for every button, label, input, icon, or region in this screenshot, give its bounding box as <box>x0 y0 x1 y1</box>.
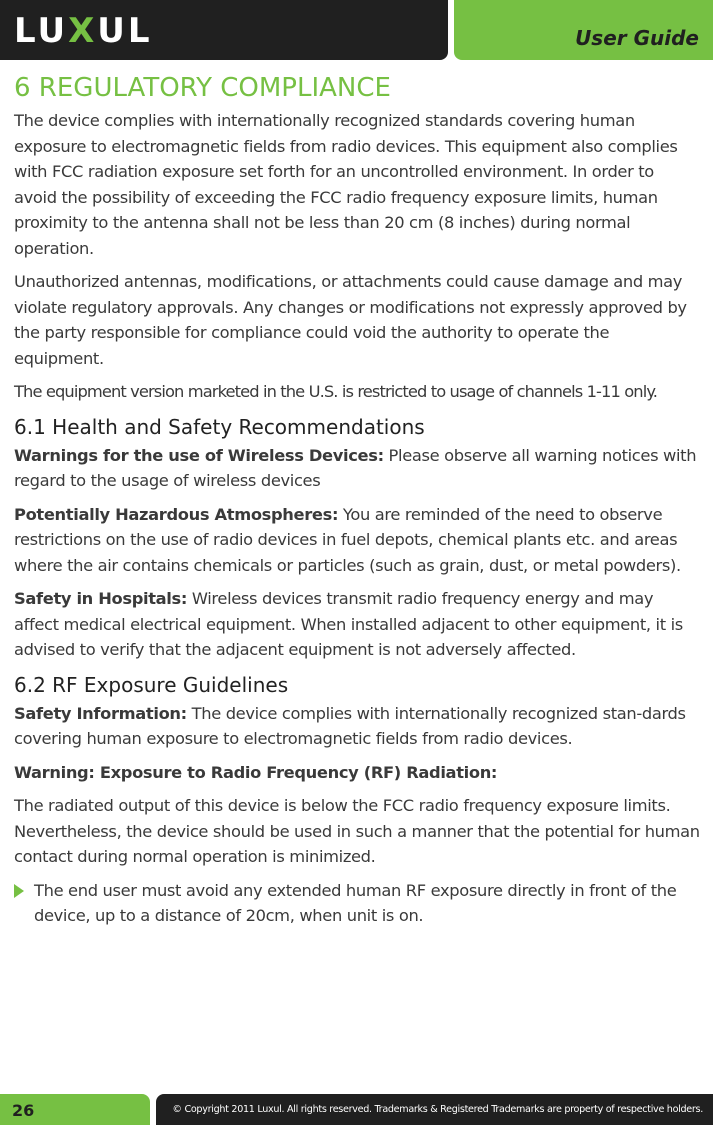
section-6-paragraph-1: The device complies with internationally recognized standards covering human exposure to electromagnetic fields from radio devices. This equipment also complies with FCC radiation exposure set forth for an uncontrolled environment. In order to avoid the possibility of exceeding the FCC radio frequency exposure limits, human proximity to the antenna shall not be less than 20 cm (8 inches) during normal operation. <box>14 111 678 258</box>
rf-warning-heading: Warning: Exposure to Radio Frequency (RF) Radiation: <box>14 762 498 782</box>
triangle-bullet-icon <box>14 884 24 898</box>
radiated-output-paragraph: The radiated output of this device is below the FCC radio frequency exposure limits. Nevertheless, the device should be used in such a manner that the potential for human contact during normal operation is minimized. <box>14 796 700 866</box>
warnings-paragraph <box>14 443 700 494</box>
hospital-paragraph <box>14 586 700 663</box>
safety-info-paragraph <box>14 701 700 752</box>
copyright-notice: © Copyright 2011 Luxul. All rights reserved. Trademarks & Registered Trademarks are property of respective holders. <box>172 1104 703 1115</box>
hazard-text: You are reminded of the need to observe restrictions on the use of radio devices in fuel depots, chemical plants etc. and areas where the air contains chemicals or particles (such as grain, dust, or metal powders). <box>14 504 681 575</box>
bullet-item <box>14 878 700 929</box>
section-6-paragraph-2: Unauthorized antennas, modifications, or attachments could cause damage and may violate regulatory approvals. Any changes or modifications not expressly approved by the party responsible for compliance could void the authority to operate the equipment. <box>14 272 687 368</box>
guide-title: User Guide <box>575 26 699 50</box>
page-number: 26 <box>12 1101 35 1120</box>
safety-info-text: The device complies with internationally recognized stan-dards covering human exposure to electromagnetic fields from radio devices. <box>14 703 686 748</box>
luxul-logo: LUXUL <box>14 11 153 51</box>
header-accent <box>454 0 713 60</box>
page-content <box>14 70 700 937</box>
hazard-label: Potentially Hazardous Atmospheres: <box>14 504 339 524</box>
section-6-1-title: 6.1 Health and Safety Recommendations <box>14 414 425 439</box>
warnings-label: Warnings for the use of Wireless Devices: <box>14 445 384 465</box>
hospital-text: Wireless devices transmit radio frequency energy and may affect medical electrical equipment. When installed adjacent to other equipment, it is advised to verify that the adjacent equipment is not adversely affected. <box>14 589 683 659</box>
hazard-paragraph <box>14 502 700 579</box>
section-6-paragraph-3: The equipment version marketed in the U.S. is restricted to usage of channels 1-11 only. <box>14 382 658 401</box>
safety-info-label: Safety Information: <box>14 703 187 723</box>
warnings-text: Please observe all warning notices with regard to the usage of wireless devices <box>14 445 697 490</box>
bullet-text: The end user must avoid any extended human RF exposure directly in front of the device, up to a distance of 20cm, when unit is on. <box>34 880 677 925</box>
section-6-2-title: 6.2 RF Exposure Guidelines <box>14 672 289 697</box>
header-bar <box>0 0 448 60</box>
hospital-label: Safety in Hospitals: <box>14 589 188 608</box>
section-6-title: 6 REGULATORY COMPLIANCE <box>14 73 391 103</box>
rf-warning-paragraph <box>14 760 700 786</box>
